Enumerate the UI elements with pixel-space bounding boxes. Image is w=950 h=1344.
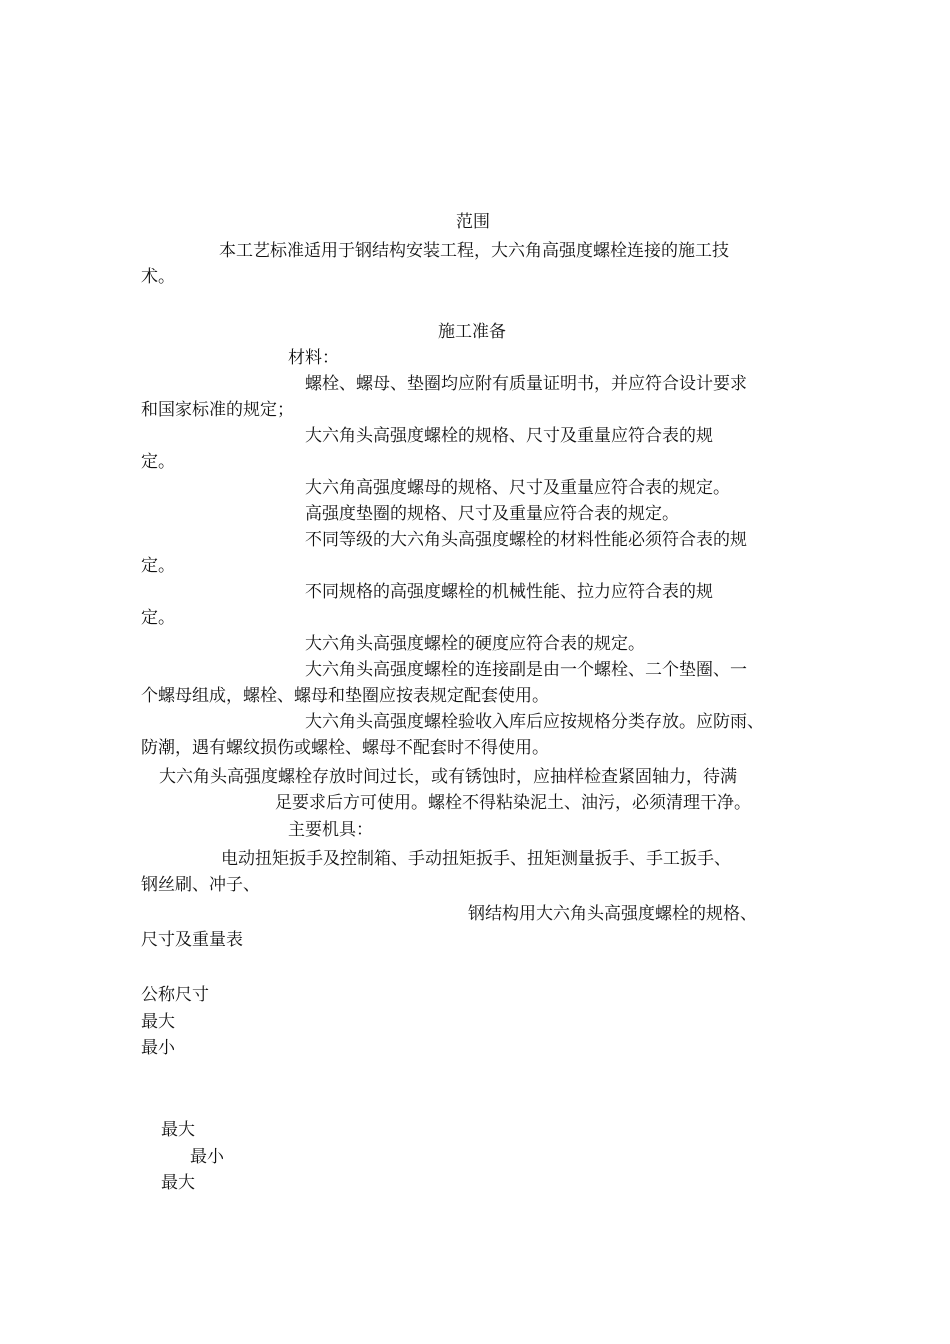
heading-preparation: 施工准备 <box>438 322 506 342</box>
tools-label: 主要机具： <box>288 820 373 840</box>
scope-line-2: 术。 <box>141 267 175 287</box>
material-item: 防潮，遇有螺纹损伤或螺栓、螺母不配套时不得使用。 <box>141 738 549 758</box>
material-item: 定。 <box>141 608 175 628</box>
material-item: 大六角高强度螺母的规格、尺寸及重量应符合表的规定。 <box>305 478 730 498</box>
material-item: 大六角头高强度螺栓存放时间过长，或有锈蚀时，应抽样检查紧固轴力，待满 <box>159 767 737 787</box>
material-item: 定。 <box>141 452 175 472</box>
material-item: 大六角头高强度螺栓的规格、尺寸及重量应符合表的规 <box>305 426 713 446</box>
table-title-line-1: 钢结构用大六角头高强度螺栓的规格、 <box>468 904 757 924</box>
table-label-nominal: 公称尺寸 <box>141 985 209 1005</box>
table-label-max: 最大 <box>161 1173 195 1193</box>
material-item: 大六角头高强度螺栓的硬度应符合表的规定。 <box>305 634 645 654</box>
material-item: 不同等级的大六角头高强度螺栓的材料性能必须符合表的规 <box>305 530 747 550</box>
scope-line-1: 本工艺标准适用于钢结构安装工程，大六角高强度螺栓连接的施工技 <box>219 241 729 261</box>
table-title-line-2: 尺寸及重量表 <box>141 930 243 950</box>
material-item: 和国家标准的规定； <box>141 400 294 420</box>
table-label-max: 最大 <box>161 1120 195 1140</box>
material-item: 大六角头高强度螺栓的连接副是由一个螺栓、二个垫圈、一 <box>305 660 747 680</box>
heading-scope: 范围 <box>456 212 490 232</box>
material-item: 个螺母组成，螺栓、螺母和垫圈应按表规定配套使用。 <box>141 686 549 706</box>
tools-line-2: 钢丝刷、冲子、 <box>141 875 260 895</box>
material-item: 足要求后方可使用。螺栓不得粘染泥土、油污，必须清理干净。 <box>275 793 751 813</box>
material-item: 螺栓、螺母、垫圈均应附有质量证明书，并应符合设计要求 <box>305 374 747 394</box>
table-label-min: 最小 <box>190 1147 224 1167</box>
material-item: 大六角头高强度螺栓验收入库后应按规格分类存放。应防雨、 <box>305 712 764 732</box>
material-item: 不同规格的高强度螺栓的机械性能、拉力应符合表的规 <box>305 582 713 602</box>
table-label-max: 最大 <box>141 1012 175 1032</box>
material-item: 定。 <box>141 556 175 576</box>
materials-label: 材料： <box>288 348 339 368</box>
tools-line-1: 电动扭矩扳手及控制箱、手动扭矩扳手、扭矩测量扳手、手工扳手、 <box>221 849 731 869</box>
material-item: 高强度垫圈的规格、尺寸及重量应符合表的规定。 <box>305 504 679 524</box>
table-label-min: 最小 <box>141 1038 175 1058</box>
